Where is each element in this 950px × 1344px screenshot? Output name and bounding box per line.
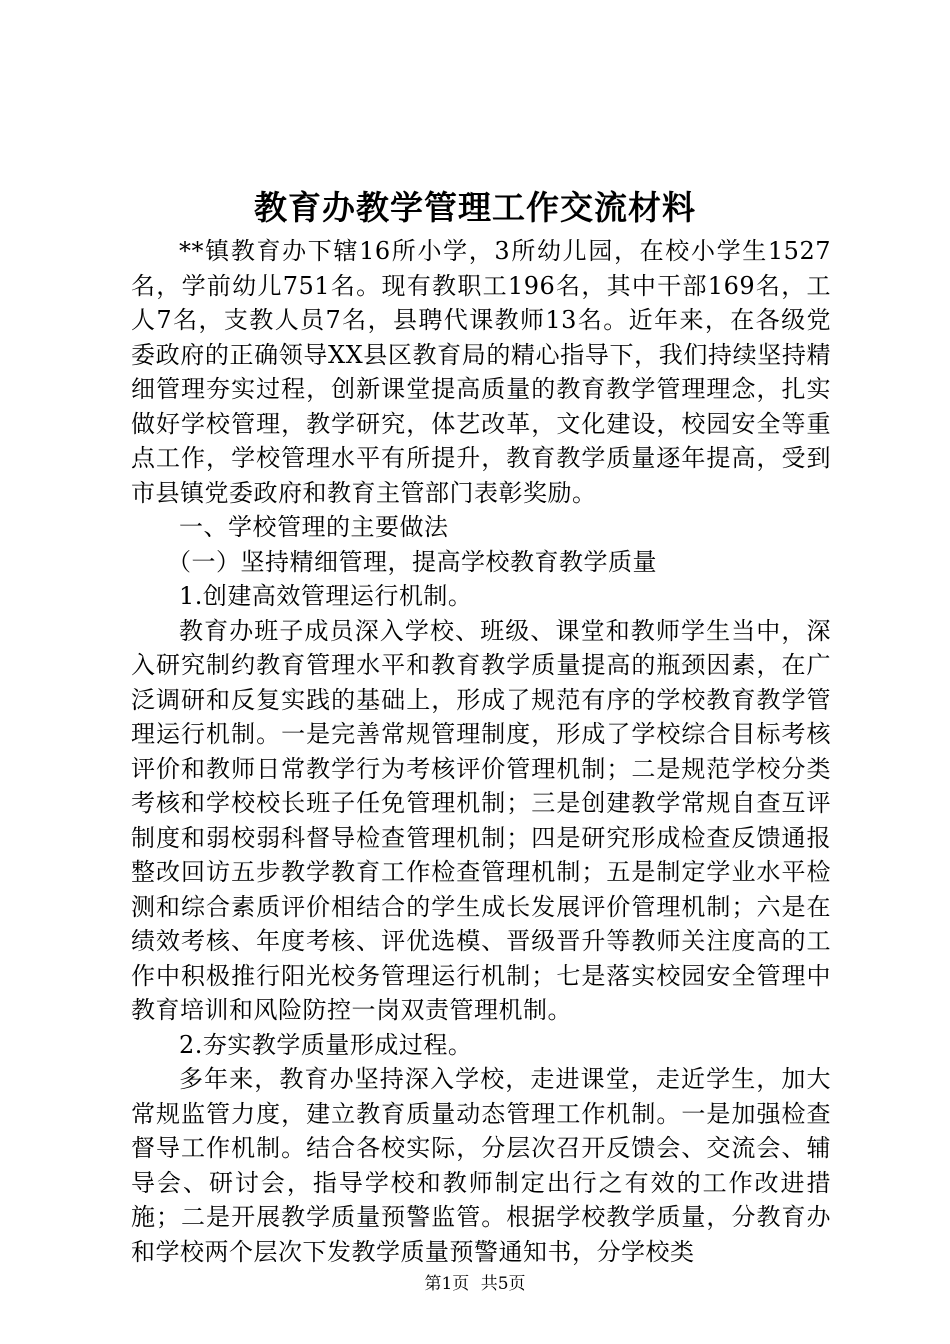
document-body xyxy=(131,234,831,1269)
document-title: 教育办教学管理工作交流材料 xyxy=(254,188,696,227)
section-heading-1: 一、学校管理的主要做法 xyxy=(179,513,449,541)
paragraph-quality: 多年来，教育办坚持深入学校，走进课堂，走近学生，加大常规监管力度，建立教育质量动态管理工作机制。一是加强检查督导工作机制。结合各校实际，分层次召开反馈会、交流会、辅导会、研讨会，指导学校和教师制定出行之有效的工作改进措施；二是开展教学质量预警监管。根据学校教学质量，分教育办和学校两个层次下发教学质量预警通知书，分学校类 xyxy=(131,1065,831,1266)
page-footer: 第1页 共5页 xyxy=(424,1274,526,1294)
paragraph-intro: **镇教育办下辖16所小学，3所幼儿园，在校小学生1527名，学前幼儿751名。现有教职工196名，其中干部169名，工人7名，支教人员7名，县聘代课教师13名。近年来，在各级党委政府的正确领导XX县区教育局的精心指导下，我们持续坚持精细管理夯实过程，创新课堂提高质量的教育教学管理理念，扎实做好学校管理，教学研究，体艺改革，文化建设，校园安全等重点工作，学校管理水平有所提升，教育教学质量逐年提高，受到市县镇党委政府和教育主管部门表彰奖励。 xyxy=(131,237,831,507)
item-heading-2: 2.夯实教学质量形成过程。 xyxy=(179,1030,473,1059)
paragraph-mechanism: 教育办班子成员深入学校、班级、课堂和教师学生当中，深入研究制约教育管理水平和教育教学质量提高的瓶颈因素，在广泛调研和反复实践的基础上，形成了规范有序的学校教育教学管理运行机制。一是完善常规管理制度，形成了学校综合目标考核评价和教师日常教学行为考核评价管理机制；二是规范学校分类考核和学校校长班子任免管理机制；三是创建教学常规自查互评制度和弱校弱科督导检查管理机制；四是研究形成检查反馈通报整改回访五步教学教育工作检查管理机制；五是制定学业水平检测和综合素质评价相结合的学生成长发展评价管理机制；六是在绩效考核、年度考核、评优选模、晋级晋升等教师关注度高的工作中积极推行阳光校务管理运行机制；七是落实校园安全管理中教育培训和风险防控一岗双责管理机制。 xyxy=(131,616,831,1024)
subsection-heading-1: （一）坚持精细管理，提高学校教育教学质量 xyxy=(167,547,657,576)
item-heading-1: 1.创建高效管理运行机制。 xyxy=(179,582,473,610)
